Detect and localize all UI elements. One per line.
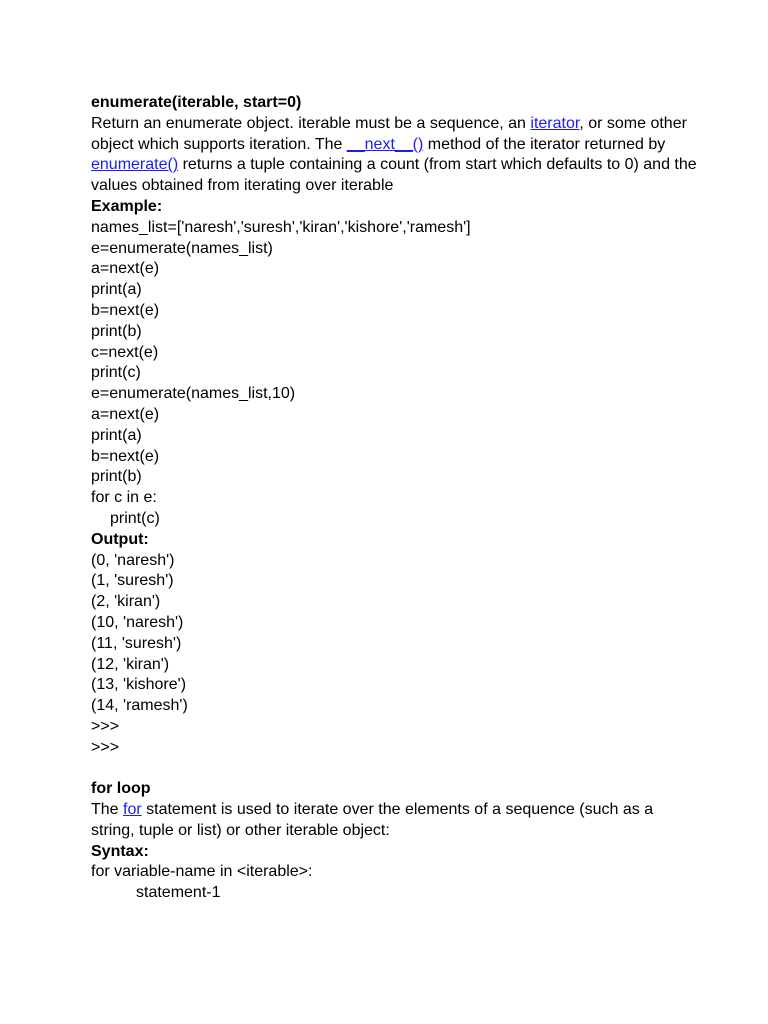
example-label: Example: (91, 197, 163, 215)
output-line: (11, 'suresh') (91, 634, 182, 652)
output-line: (0, 'naresh') (91, 551, 175, 569)
code-line: c=next(e) (91, 343, 159, 361)
code-line: names_list=['naresh','suresh','kiran','kishore','ramesh'] (91, 218, 471, 236)
output-line: (10, 'naresh') (91, 613, 184, 631)
output-line: (1, 'suresh') (91, 572, 174, 590)
desc-text-1: Return an enumerate object. iterable must be a sequence, an (91, 114, 531, 132)
code-line: e=enumerate(names_list,10) (91, 385, 296, 403)
code-line: print(c) (110, 509, 160, 527)
desc-text-3: method of the iterator returned by (423, 135, 666, 153)
code-line: print(a) (91, 426, 142, 444)
output-line: (13, 'kishore') (91, 676, 187, 694)
output-line: (14, 'ramesh') (91, 697, 188, 715)
code-line: a=next(e) (91, 260, 160, 278)
output-line: >>> (91, 738, 120, 756)
desc-text-4: returns a tuple containing a count (from start which defaults to 0) and the values obtained from iterating over iterable (91, 156, 697, 195)
code-line: print(a) (91, 281, 142, 299)
for-desc-text-1: The (91, 801, 124, 819)
enumerate-description (91, 114, 701, 197)
blank-line (91, 759, 701, 780)
code-line: for c in e: (91, 489, 157, 507)
code-line: a=next(e) (91, 405, 160, 423)
next-method-link[interactable]: __next__() (346, 135, 424, 153)
for-desc-text-2: statement is used to iterate over the elements of a sequence (such as a string, tuple or list) or other iterable object: (91, 801, 654, 839)
iterator-link[interactable]: iterator (530, 114, 580, 132)
code-line: print(b) (91, 468, 142, 486)
for-loop-heading: for loop (91, 780, 151, 798)
for-link[interactable]: for (123, 801, 142, 819)
code-line: b=next(e) (91, 301, 160, 319)
document-page (91, 93, 701, 904)
code-line: b=next(e) (91, 447, 160, 465)
output-line: (12, 'kiran') (91, 655, 170, 673)
for-loop-description (91, 800, 701, 842)
syntax-label: Syntax: (91, 842, 149, 860)
enumerate-heading: enumerate(iterable, start=0) (91, 94, 302, 111)
syntax-line: statement-1 (136, 884, 221, 902)
output-line: (2, 'kiran') (91, 593, 161, 611)
code-line: print(b) (91, 322, 142, 340)
output-label: Output: (91, 530, 149, 548)
code-line: e=enumerate(names_list) (91, 239, 273, 257)
enumerate-link[interactable]: enumerate() (91, 156, 179, 174)
code-line: print(c) (91, 364, 141, 382)
syntax-line: for variable-name in <iterable>: (91, 863, 313, 881)
desc-text-2: , or some other object which supports iteration. The (91, 114, 687, 153)
output-line: >>> (91, 717, 120, 735)
